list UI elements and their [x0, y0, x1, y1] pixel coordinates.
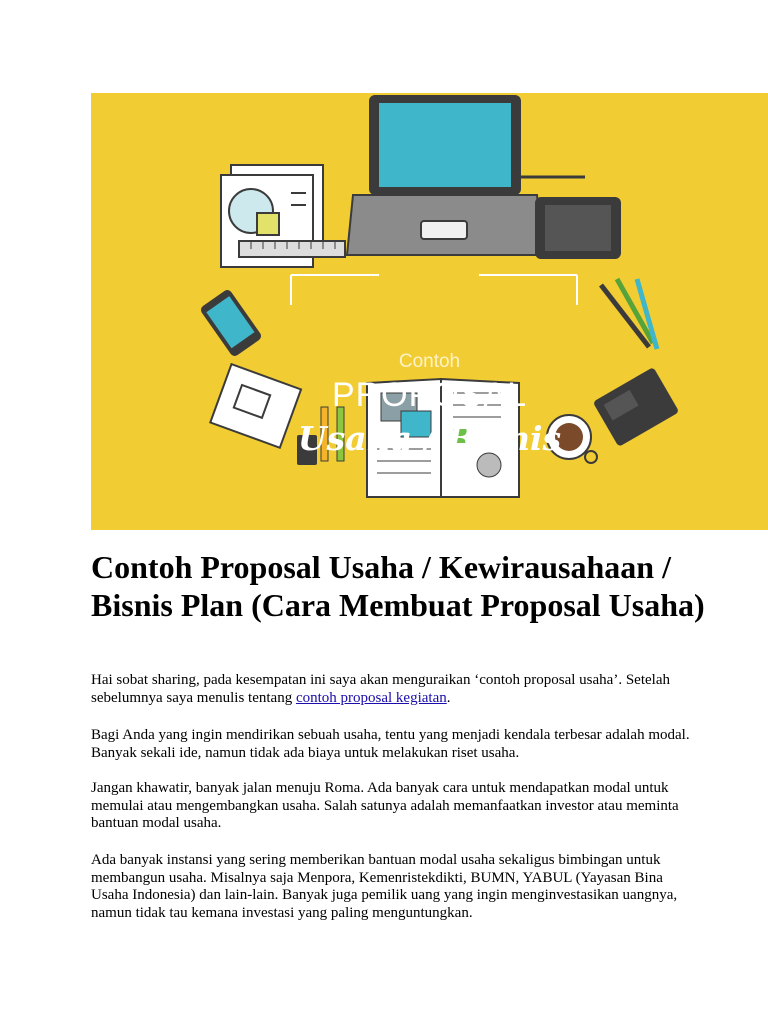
smartphone-icon	[199, 288, 263, 358]
paragraph-intro	[91, 672, 691, 707]
banner-small-title: Contoh	[398, 351, 461, 372]
ruler-icon	[239, 241, 345, 257]
header-image	[91, 93, 768, 530]
paragraph-intro-text: Hai sobat sharing, pada kesempatan ini saya akan menguraikan ‘contoh proposal usaha’. Setelah sebelumnya saya menulis tentang	[91, 672, 670, 706]
graphics-tablet-icon	[521, 177, 621, 259]
paragraph-2: Bagi Anda yang ingin mendirikan sebuah usaha, tentu yang menjadi kendala terbesar adalah modal. Banyak sekali ide, namun tidak ada biaya untuk melakukan riset usaha.	[91, 727, 690, 761]
banner-illustration	[91, 93, 768, 530]
banner-big-title: PROPOSAL	[331, 376, 528, 414]
link-contoh-proposal-kegiatan[interactable]: contoh proposal kegiatan	[295, 689, 447, 706]
paragraph-intro-end: .	[446, 689, 451, 706]
laptop-icon	[347, 95, 543, 255]
pens-icon	[601, 279, 657, 349]
paragraph-3: Jangan khawatir, banyak jalan menuju Roma. Ada banyak cara untuk mendapatkan modal untuk memulai atau mengembangkan usaha. Salah satunya adalah memanfaatkan investor atau meminta bantuan modal usaha.	[91, 780, 679, 831]
paragraph-4: Ada banyak instansi yang sering memberikan bantuan modal usaha sekaligus bimbingan untuk membangun usaha. Misalnya saja Menpora, Kemenristekdikti, BUMN, YABUL (Yayasan Bina Usaha Indonesia) dan lain-lain. Banyak juga pemilik uang yang ingin menginvestasikan uangnya, namun tidak tau kemana investasi yang paling menguntungkan.	[91, 852, 678, 921]
article-heading: Contoh Proposal Usaha / Kewirausahaan / Bisnis Plan (Cara Membuat Proposal Usaha)	[91, 549, 705, 623]
banner-script-title: Usaha / Bisnis	[297, 419, 562, 458]
